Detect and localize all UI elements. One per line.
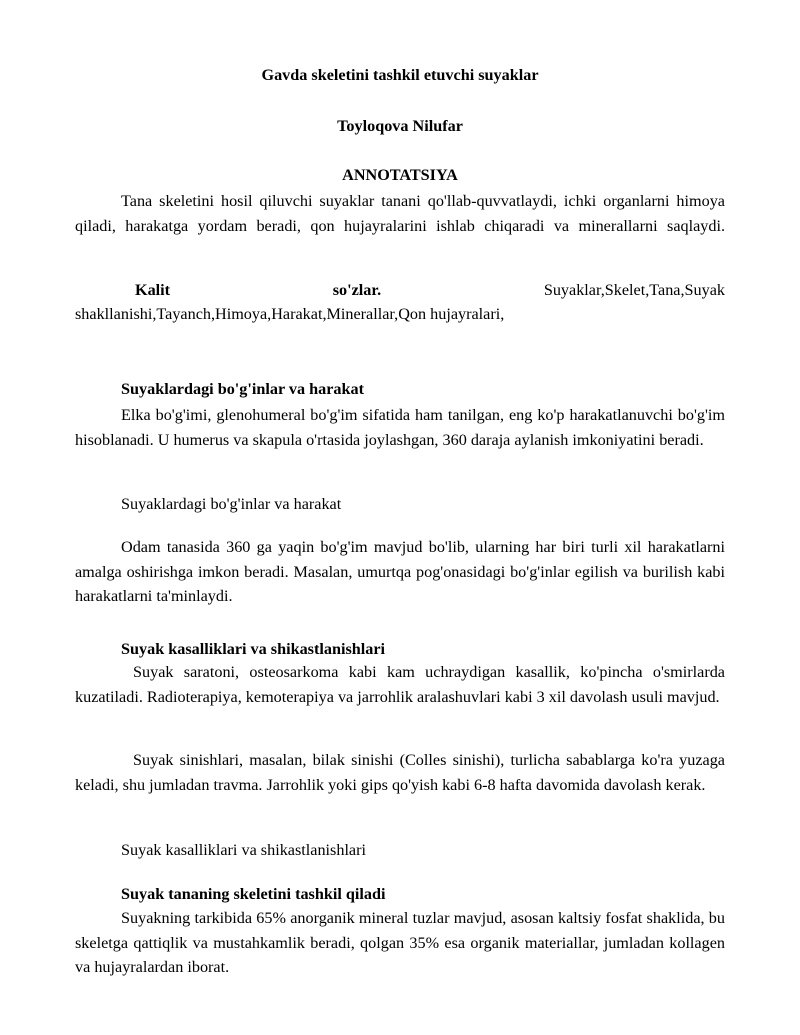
keywords-second-line: shakllanishi,Tayanch,Himoya,Harakat,Minerallar,Qon hujayralari,: [75, 305, 505, 323]
section-text-joints-2: Odam tanasida 360 ga yaqin bo'g'im mavjud bo'lib, ularning har biri turli xil harakatlarni amalga oshirishga imkon beradi. Masalan, umurtqa pog'onasidagi bo'g'inlar egilish va burilish kabi harakatlarni ta'minlaydi.: [75, 538, 725, 605]
keywords-label-1: Kalit: [135, 281, 171, 299]
author-name: Toyloqova Nilufar: [337, 117, 463, 135]
section-text-diseases: Suyak saratoni, osteosarkoma kabi kam uchraydigan kasallik, ko'pincha o'smirlarda kuzatiladi. Radioterapiya, kemoterapiya va jarrohlik aralashuvlari kabi 3 xil davolash usuli mavjud.: [75, 663, 725, 706]
section-heading-joints: Suyaklardagi bo'g'inlar va harakat: [121, 380, 365, 398]
annotation-end: saqlaydi.: [667, 216, 726, 235]
section-subheading-diseases: Suyak kasalliklari va shikastlanishlari: [121, 841, 367, 859]
keywords-first: Suyaklar,Skelet,Tana,Suyak: [543, 281, 725, 299]
annotation-heading: ANNOTATSIYA: [342, 166, 458, 184]
keywords-line: [75, 281, 725, 300]
keywords-label-2: so'zlar.: [332, 281, 382, 299]
section-text-fractures: Suyak sinishlari, masalan, bilak sinishi (Colles sinishi), turlicha sabablarga ko'ra yuzaga keladi, shu jumladan travma. Jarrohlik yoki gips qo'yish kabi 6-8 hafta davomida davolash kerak.: [75, 751, 725, 794]
section-text-joints: Elka bo'g'imi, glenohumeral bo'g'im sifatida ham tanilgan, eng ko'p harakatlanuvchi bo'g'im hisoblanadi. U humerus va skapula o'rtasida joylashgan, 360 daraja aylanish imkoniyatini beradi.: [75, 406, 725, 449]
annotation-text: [75, 189, 725, 238]
section-heading-diseases: Suyak kasalliklari va shikastlanishlari: [121, 640, 386, 658]
section-text-skeleton: Suyakning tarkibida 65% anorganik mineral tuzlar mavjud, asosan kaltsiy fosfat shaklida, bu skeletga qattiqlik va mustahkamlik beradi, qolgan 35% esa organik materiallar, jumladan kollagen va hujayralardan iborat.: [75, 909, 725, 976]
section-heading-skeleton: Suyak tananing skeletini tashkil qiladi: [121, 885, 386, 903]
paper-title: Gavda skeletini tashkil etuvchi suyaklar: [261, 66, 539, 84]
section-subheading-joints: Suyaklardagi bo'g'inlar va harakat: [121, 495, 342, 513]
annotation-body: Tana skeletini hosil qiluvchi suyaklar tanani qo'llab-quvvatlaydi, ichki organlarni himoya qiladi, harakatga yordam beradi, qon hujayralarini ishlab chiqaradi va minerallarni: [75, 192, 725, 235]
